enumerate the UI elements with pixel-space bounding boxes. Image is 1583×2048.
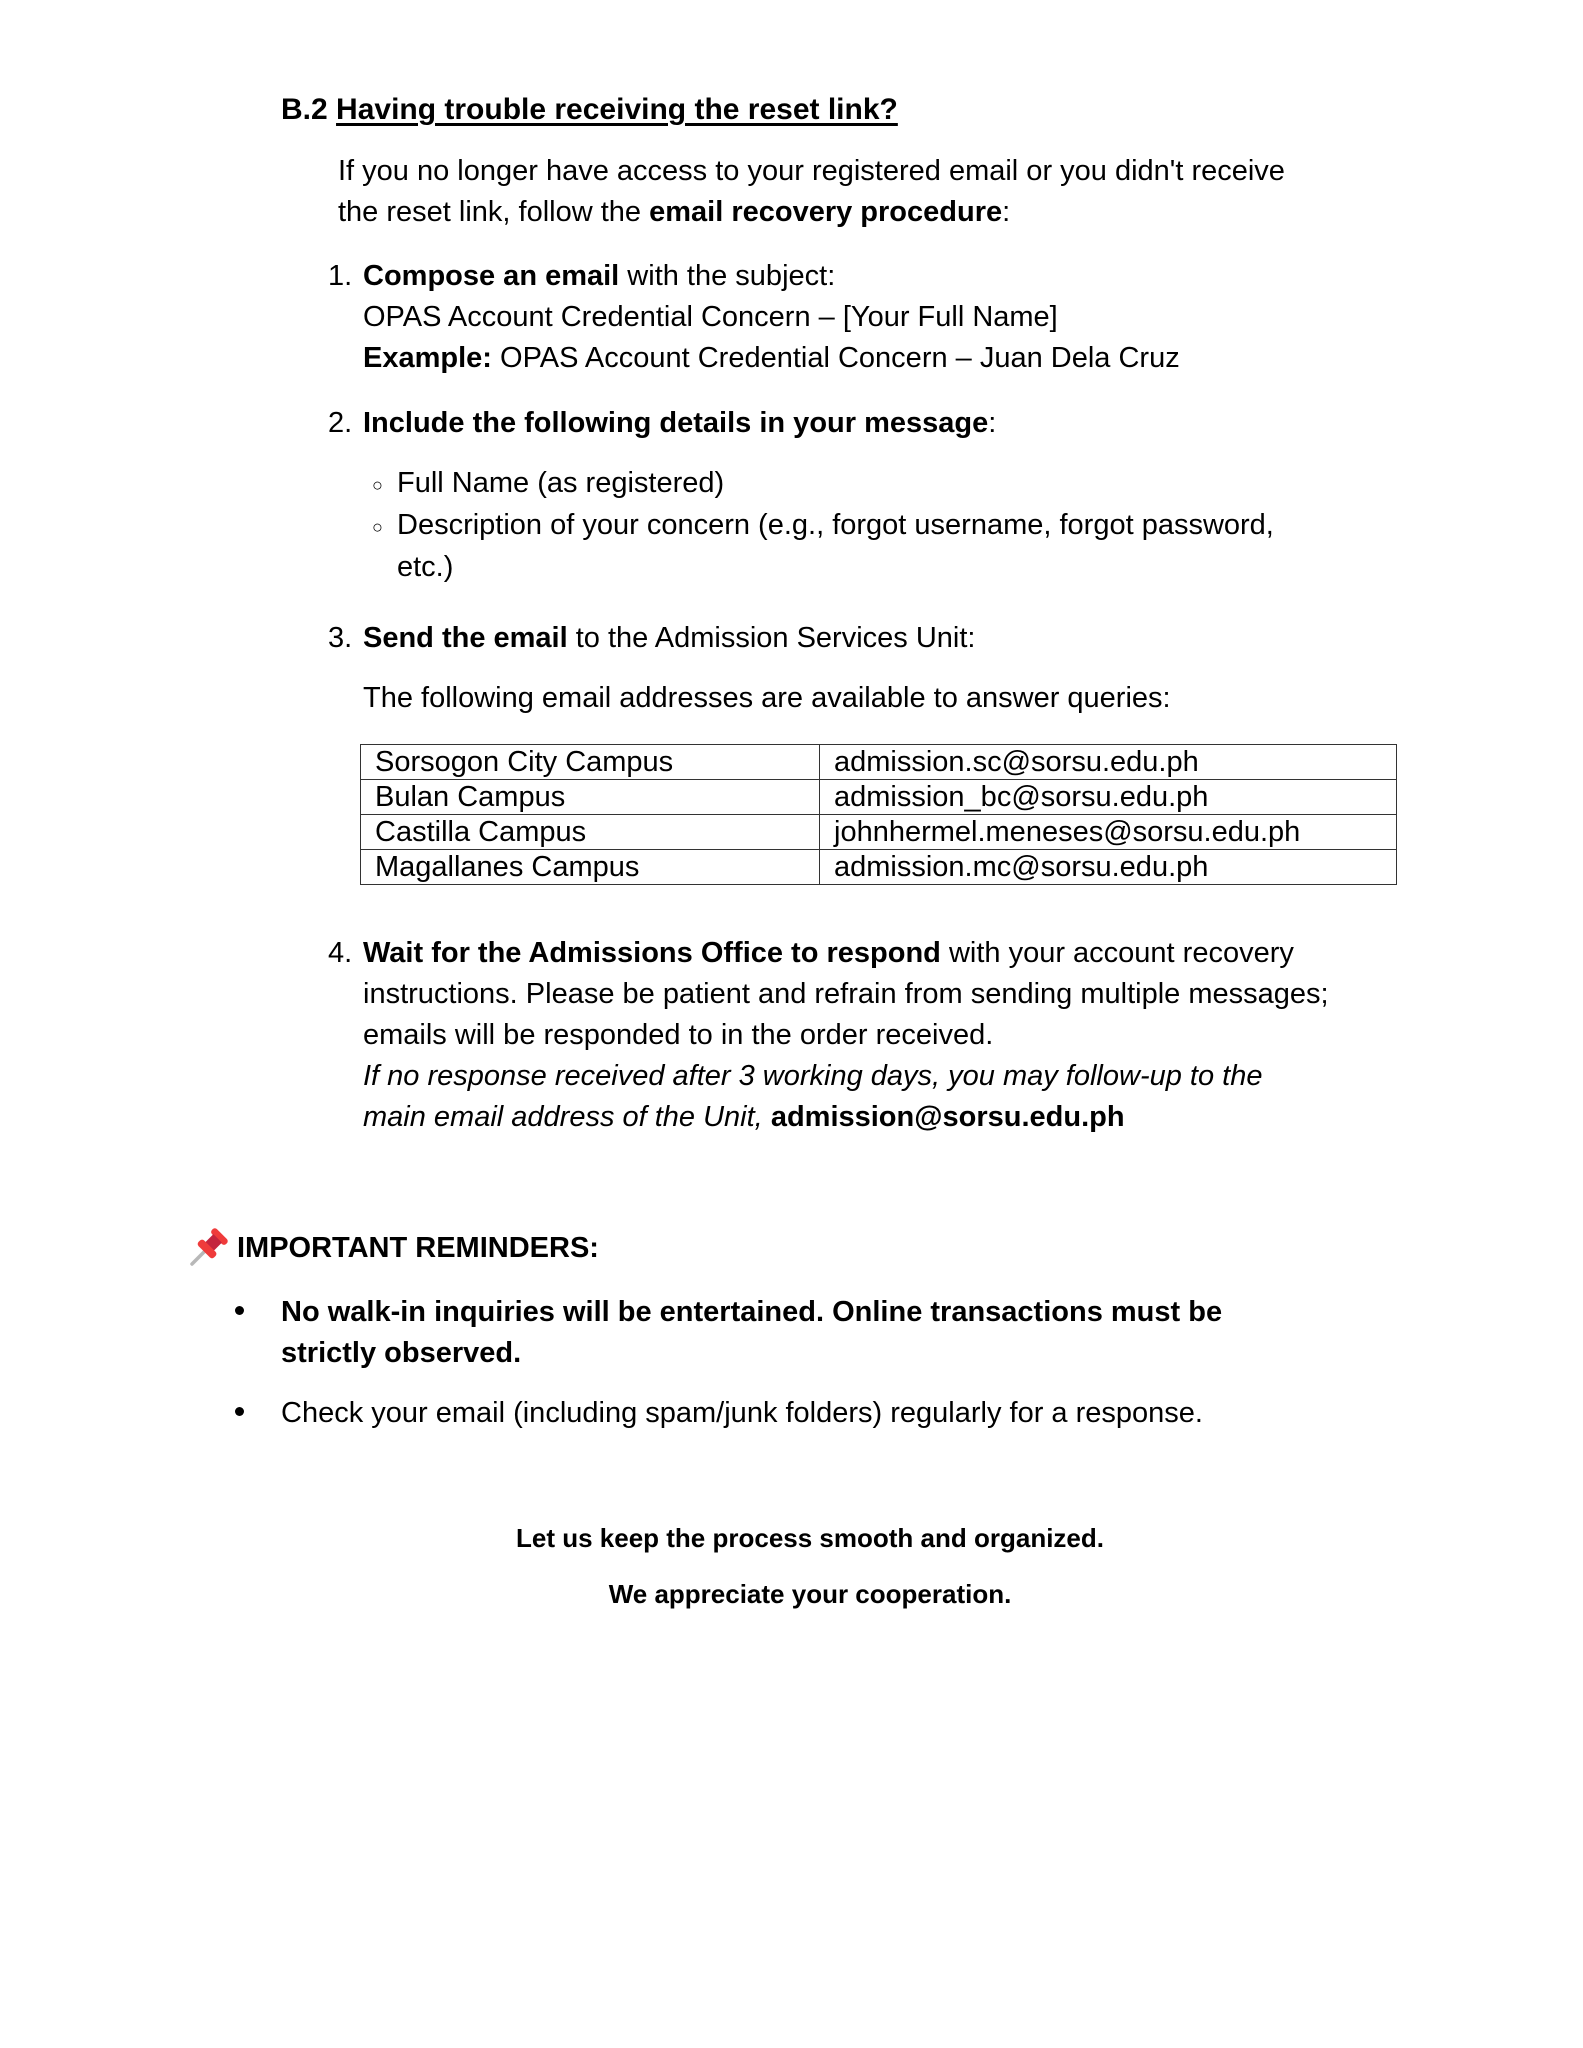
intro-paragraph [338, 151, 1285, 233]
step-3-text: Send the email to the Admission Services Unit: [363, 622, 976, 654]
table-intro: The following email addresses are available to answer queries: [363, 682, 1171, 714]
table-row [361, 815, 1397, 850]
detail-item: Description of your concern (e.g., forgot username, forgot password, [397, 509, 1274, 541]
campus-email-table [360, 744, 1397, 885]
intro-line-1: If you no longer have access to your registered email or you didn't receive [338, 155, 1285, 187]
section-number: B.2 [281, 93, 328, 126]
table-row [361, 850, 1397, 885]
campus-email[interactable]: admission.sc@sorsu.edu.ph [820, 745, 1397, 780]
pushpin-icon [188, 1228, 228, 1268]
detail-item-continued: etc.) [397, 551, 454, 583]
reminders-title: IMPORTANT REMINDERS: [237, 1232, 599, 1264]
reminder-item: No walk-in inquiries will be entertained. Online transactions must be strictly observed. [281, 1296, 1223, 1369]
campus-email[interactable]: admission_bc@sorsu.edu.ph [820, 780, 1397, 815]
subject-template: OPAS Account Credential Concern – [Your Full Name] [363, 301, 1058, 333]
subject-example: Example: OPAS Account Credential Concern – Juan Dela Cruz [363, 342, 1180, 374]
campus-email[interactable]: johnhermel.meneses@sorsu.edu.ph [820, 815, 1397, 850]
detail-item: Full Name (as registered) [397, 467, 725, 499]
main-email[interactable]: admission@sorsu.edu.ph [770, 1101, 1125, 1133]
step-number: 3. [328, 622, 353, 654]
section-title: Having trouble receiving the reset link? [336, 93, 898, 126]
intro-line-2: the reset link, follow the email recovery procedure: [338, 196, 1011, 228]
campus-name: Magallanes Campus [361, 850, 820, 885]
section-heading [281, 92, 898, 128]
step-number: 4. [328, 937, 353, 969]
campus-name: Castilla Campus [361, 815, 820, 850]
step-number: 1. [328, 260, 353, 292]
step-2-text: Include the following details in your message: [363, 407, 997, 439]
email-recovery-procedure: email recovery procedure [649, 196, 1003, 228]
closing-line-2: We appreciate your cooperation. [608, 1579, 1012, 1609]
bullet-icon [233, 1306, 245, 1318]
follow-up-note: If no response received after 3 working days, you may follow-up to the [363, 1060, 1263, 1092]
closing-line-1: Let us keep the process smooth and organized. [515, 1523, 1104, 1553]
table-row [361, 745, 1397, 780]
campus-name: Bulan Campus [361, 780, 820, 815]
campus-name: Sorsogon City Campus [361, 745, 820, 780]
hollow-bullet-icon: ○ [372, 475, 383, 495]
table-row [361, 780, 1397, 815]
step-4-text: Wait for the Admissions Office to respond with your account recovery instructions. Please be patient and refrain from sending multiple messages; emails will be responded to in the order received. If no response received after 3 working days, you may follow-up to the main email address of the Unit, admission@sorsu.edu.ph [363, 937, 1329, 1133]
campus-email[interactable]: admission.mc@sorsu.edu.ph [820, 850, 1397, 885]
reminder-item: Check your email (including spam/junk folders) regularly for a response. [281, 1397, 1203, 1429]
step-number: 2. [328, 407, 353, 439]
hollow-bullet-icon: ○ [372, 517, 383, 537]
bullet-icon [233, 1407, 245, 1419]
step-1-text: Compose an email with the subject: OPAS Account Credential Concern – [Your Full Name] Example: OPAS Account Credential Concern – Juan Dela Cruz [363, 256, 1180, 379]
